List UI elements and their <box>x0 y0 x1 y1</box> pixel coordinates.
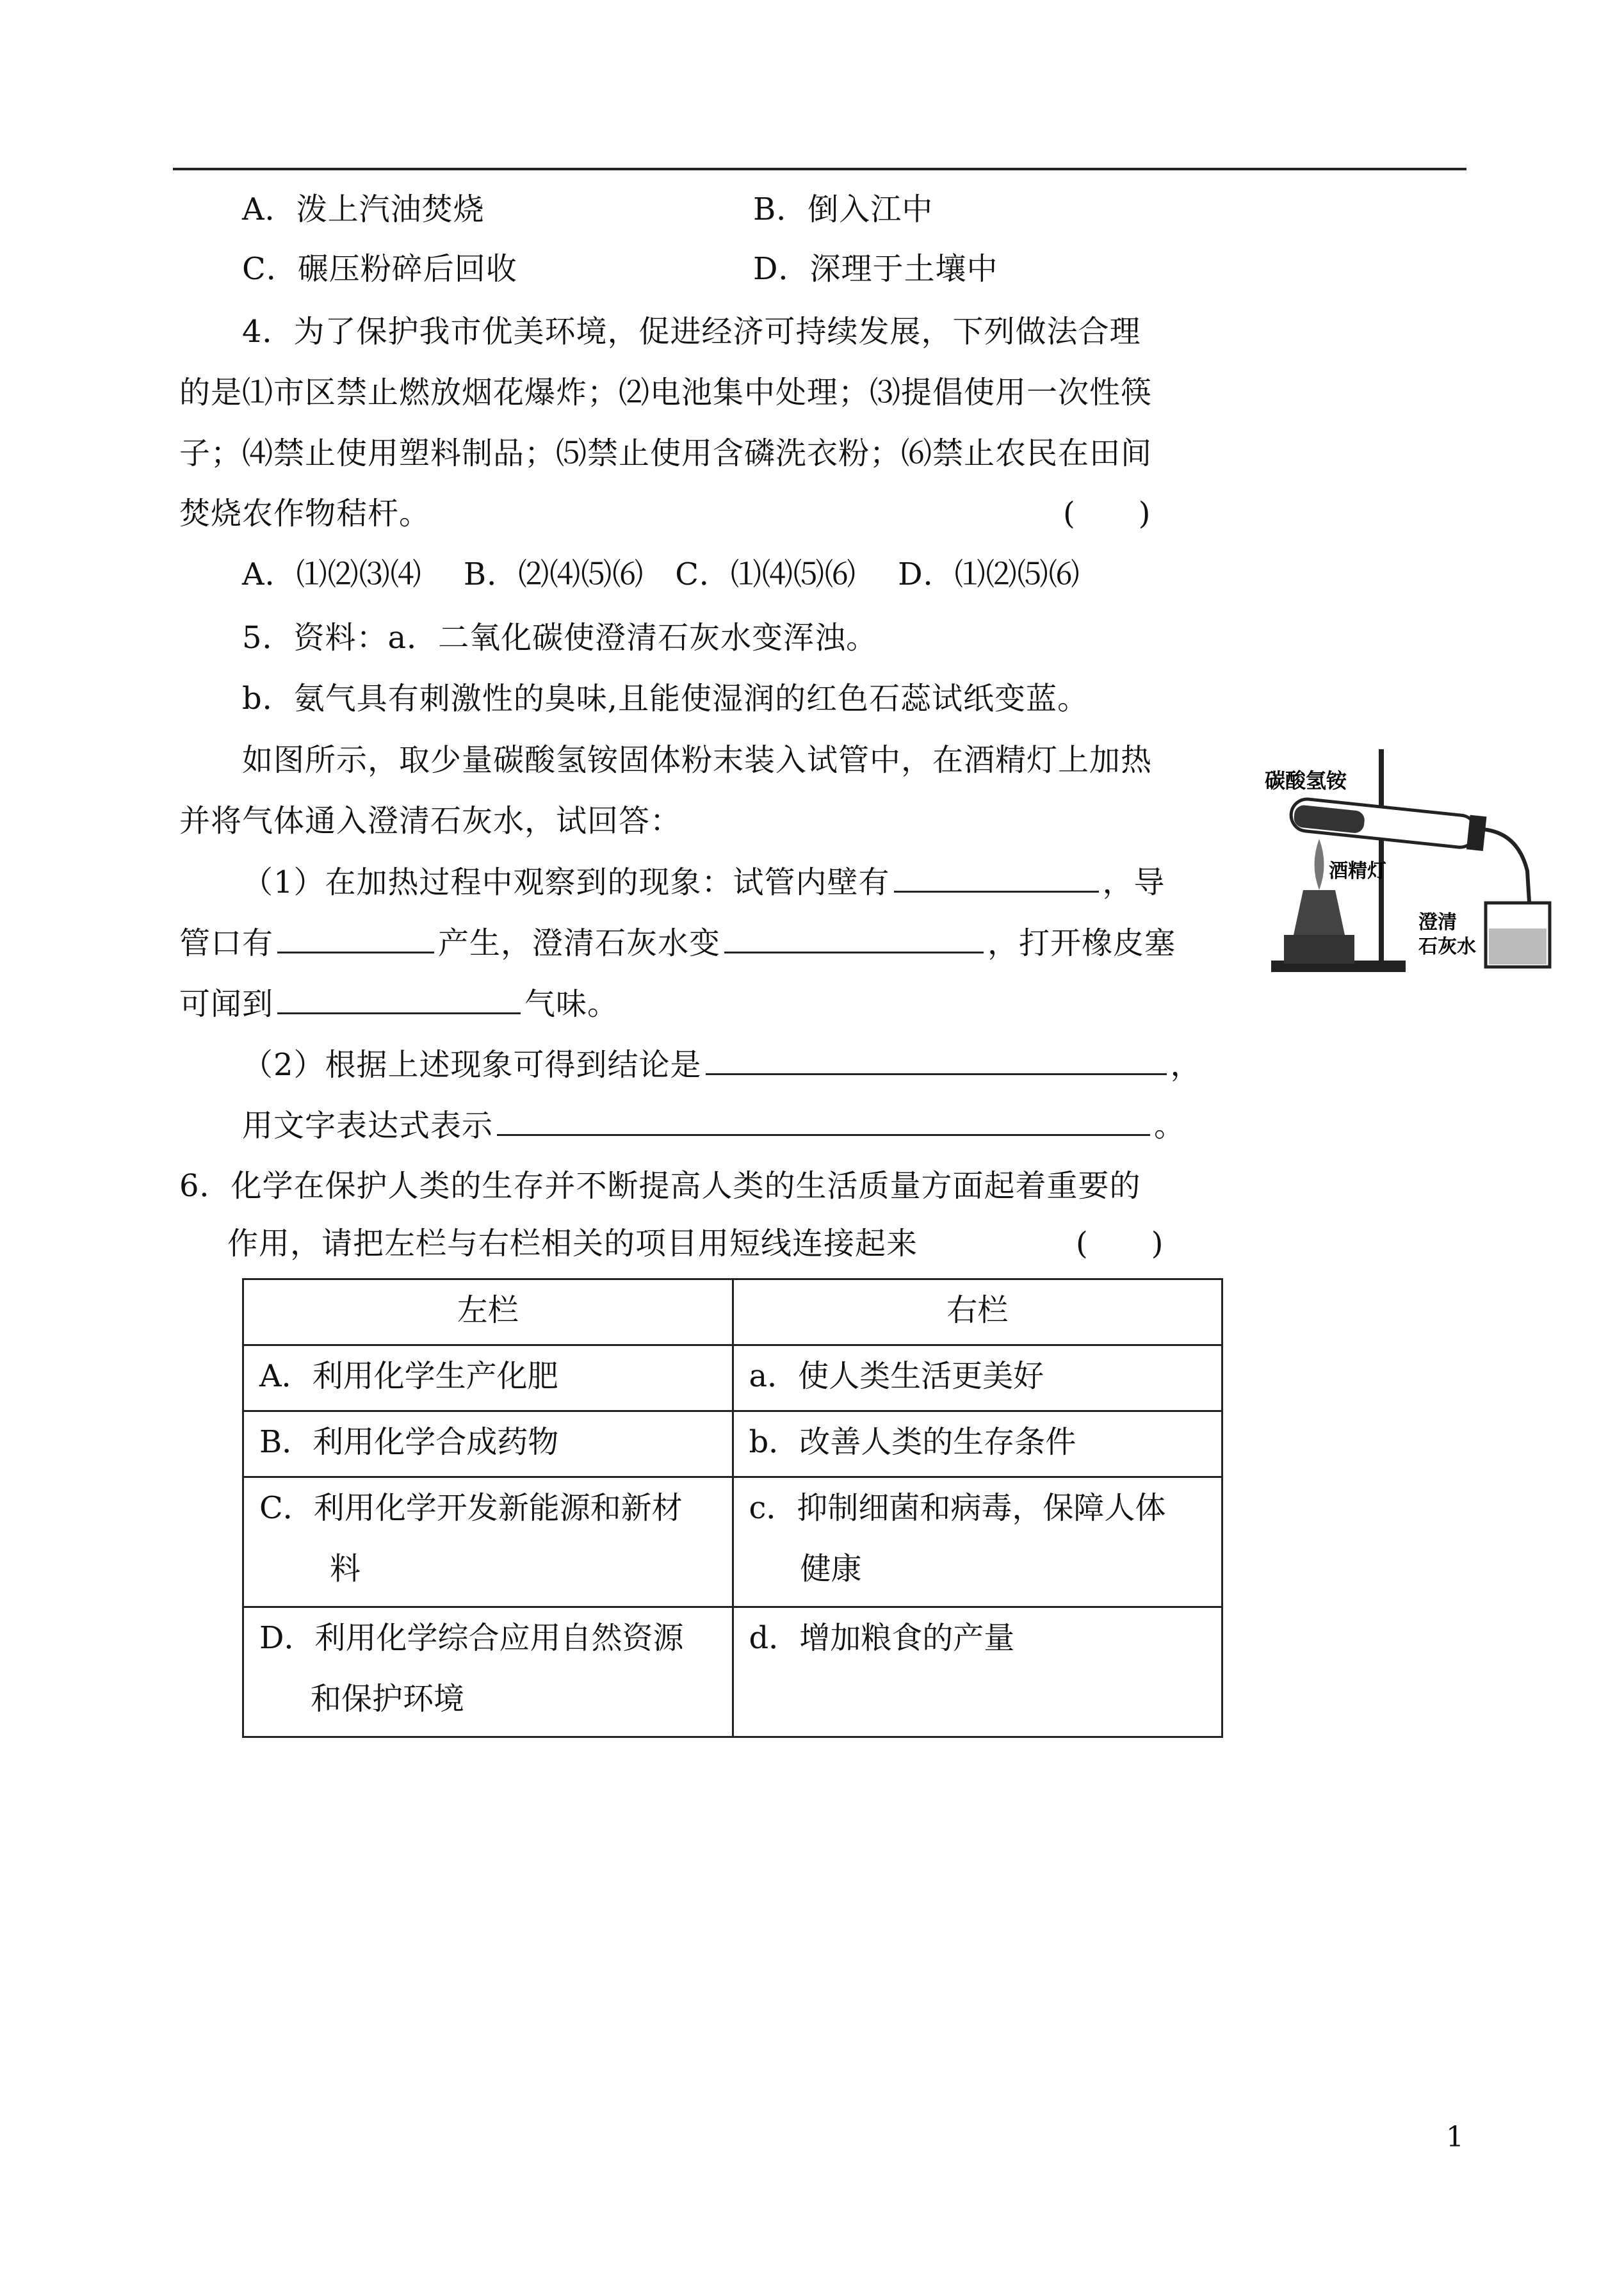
table-row <box>243 1607 1222 1737</box>
table-cell-left <box>243 1607 733 1737</box>
table-cell-left: B．利用化学合成药物 <box>243 1411 733 1477</box>
experiment-apparatus-figure <box>1265 743 1556 986</box>
q6-line-2: 作用，请把左栏与右栏相关的项目用短线连接起来 <box>227 1226 918 1261</box>
table-cell-right-line1: d．增加粮食的产量 <box>749 1620 1015 1656</box>
q5-part2-text-a: （2）根据上述现象可得到结论是 <box>242 1047 702 1083</box>
table-cell-right <box>733 1607 1222 1737</box>
q6-answer-paren: ( ) <box>1076 1226 1164 1261</box>
table-row <box>243 1477 1222 1607</box>
header-rule <box>173 168 1466 170</box>
q4-line-4: 焚烧农作物秸杆。 <box>179 496 431 531</box>
table-header-left: 左栏 <box>243 1279 733 1345</box>
q5-part1-text-f: 可闻到 <box>179 986 274 1022</box>
q5-part1-line2 <box>179 923 1176 962</box>
table-row <box>243 1345 1222 1411</box>
table-cell-left <box>243 1477 733 1607</box>
q4-line-3: 子；⑷禁止使用塑料制品；⑸禁止使用含磷洗衣粉；⑹禁止农民在田间 <box>179 435 1153 471</box>
q5-part2-line2 <box>242 1106 1185 1145</box>
q5-part2-text-d: 。 <box>1154 1108 1186 1144</box>
table-cell-left-line2: 和保护环境 <box>311 1681 465 1717</box>
table-cell-left-line1: C．利用化学开发新能源和新材 <box>259 1490 683 1526</box>
table-cell-right-line1: c．抑制细菌和病毒，保障人体 <box>749 1490 1166 1526</box>
table-cell-right <box>733 1477 1222 1607</box>
answer-blank-3[interactable] <box>724 923 984 953</box>
q5-part1-text-b: ，导 <box>1102 864 1165 900</box>
answer-blank-2[interactable] <box>277 923 434 953</box>
table-row <box>243 1411 1222 1477</box>
q4-answer-paren: ( ) <box>1063 496 1151 531</box>
table-cell-left-line2: 料 <box>330 1551 361 1587</box>
answer-blank-6[interactable] <box>497 1106 1150 1136</box>
q4-options: A．⑴⑵⑶⑷ B．⑵⑷⑸⑹ C．⑴⑷⑸⑹ D．⑴⑵⑸⑹ <box>242 556 1080 592</box>
matching-table <box>242 1278 1223 1738</box>
q5-line-3: 如图所示，取少量碳酸氢铵固体粉末装入试管中，在酒精灯上加热 <box>242 742 1153 778</box>
q5-part2-line1 <box>242 1045 1202 1084</box>
page-number: 1 <box>1446 2121 1464 2153</box>
table-cell-left: A．利用化学生产化肥 <box>243 1345 733 1411</box>
table-cell-left-line1: D．利用化学综合应用自然资源 <box>259 1620 684 1656</box>
figure-label-water-2: 石灰水 <box>1418 936 1476 958</box>
q5-line-1: 5．资料：a．二氧化碳使澄清石灰水变浑浊。 <box>242 620 878 656</box>
q5-line-2: b．氨气具有刺激性的臭味,且能使湿润的红色石蕊试纸变蓝。 <box>242 681 1089 717</box>
answer-blank-1[interactable] <box>894 863 1099 893</box>
q5-part1-text-a: （1）在加热过程中观察到的现象：试管内壁有 <box>242 864 890 900</box>
q3-option-d: D．深理于土壤中 <box>753 251 998 287</box>
q3-option-a: A．泼上汽油焚烧 <box>242 191 485 227</box>
q5-part1-text-c: 管口有 <box>179 925 274 961</box>
q5-part2-text-c: 用文字表达式表示 <box>242 1108 494 1144</box>
figure-label-water-1: 澄清 <box>1418 911 1457 934</box>
q4-line-1: 4．为了保护我市优美环境，促进经济可持续发展，下列做法合理 <box>242 314 1141 350</box>
q6-line-1: 6．化学在保护人类的生存并不断提高人类的生活质量方面起着重要的 <box>179 1168 1141 1204</box>
q3-option-c: C．碾压粉碎后回收 <box>242 251 517 287</box>
q5-part2-text-b: ， <box>1170 1047 1202 1083</box>
q5-line-4: 并将气体通入澄清石灰水，试回答： <box>179 803 682 839</box>
q5-part1-line1 <box>242 863 1165 902</box>
table-header-row <box>243 1279 1222 1345</box>
table-cell-right-line2: 健康 <box>800 1551 862 1587</box>
q4-line-2: 的是⑴市区禁止燃放烟花爆炸；⑵电池集中处理；⑶提倡使用一次性筷 <box>179 375 1153 410</box>
q5-part1-line3 <box>179 984 619 1023</box>
q5-part1-text-e: ，打开橡皮塞 <box>987 925 1176 961</box>
q5-part1-text-g: 气味。 <box>524 986 619 1022</box>
q5-part1-text-d: 产生，澄清石灰水变 <box>438 925 721 961</box>
q3-option-b: B．倒入江中 <box>753 191 934 227</box>
table-header-right: 右栏 <box>733 1279 1222 1345</box>
figure-label-salt: 碳酸氢铵 <box>1265 768 1347 793</box>
table-cell-right: b．改善人类的生存条件 <box>733 1411 1222 1477</box>
answer-blank-5[interactable] <box>706 1045 1167 1075</box>
table-cell-right: a．使人类生活更美好 <box>733 1345 1222 1411</box>
answer-blank-4[interactable] <box>277 984 521 1014</box>
figure-label-lamp: 酒精灯 <box>1329 860 1386 882</box>
